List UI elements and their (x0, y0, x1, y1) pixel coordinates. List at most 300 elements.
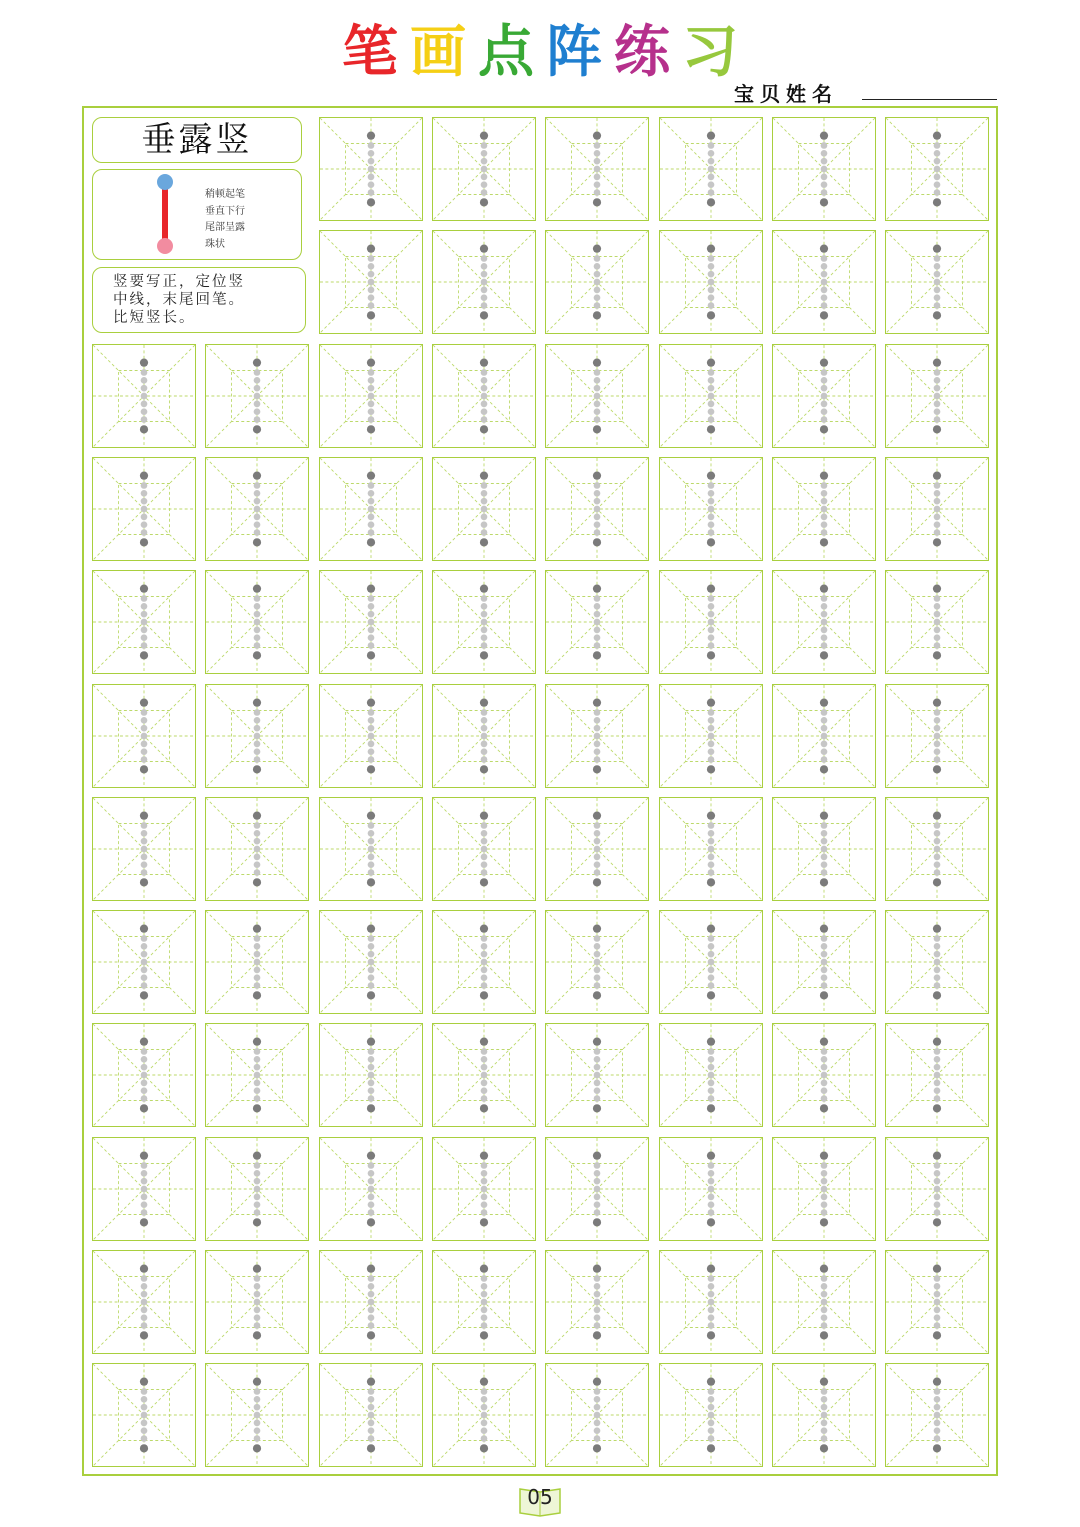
stroke-endpoint-dot (706, 811, 714, 819)
practice-cell[interactable] (205, 910, 309, 1014)
stroke-trace-dot (254, 869, 261, 876)
stroke-trace-dot (934, 255, 941, 262)
stroke-trace-dot (594, 384, 601, 391)
practice-cell[interactable] (885, 1023, 989, 1127)
stroke-trace-dot (141, 1178, 148, 1185)
mi-grid-guide (773, 1251, 875, 1353)
practice-cell[interactable] (92, 684, 196, 788)
stroke-trace-dot (707, 1388, 714, 1395)
stroke-endpoint-dot (366, 538, 374, 546)
stroke-trace-dot (481, 142, 488, 149)
practice-cell[interactable] (659, 117, 763, 221)
mi-grid-guide (660, 911, 762, 1013)
stroke-endpoint-dot (140, 1151, 148, 1159)
stroke-endpoint-dot (480, 585, 488, 593)
stroke-trace-dot (820, 271, 827, 278)
practice-cell[interactable] (205, 1137, 309, 1241)
stroke-endpoint-dot (253, 585, 261, 593)
stroke-demo-diagram (93, 170, 173, 261)
practice-cell[interactable] (319, 1250, 423, 1354)
stroke-trace-dot (481, 869, 488, 876)
stroke-trace-dot (707, 189, 714, 196)
practice-cell[interactable] (432, 457, 536, 561)
stroke-trace-dot (141, 822, 148, 829)
practice-cell[interactable] (319, 797, 423, 901)
practice-cell[interactable] (205, 1363, 309, 1467)
stroke-trace-dot (254, 830, 261, 837)
stroke-endpoint-dot (140, 765, 148, 773)
stroke-trace-dot (141, 1396, 148, 1403)
mi-grid-guide (93, 1364, 195, 1466)
stroke-endpoint-dot (593, 358, 601, 366)
tip-line: 竖要写正，定位竖 (113, 274, 245, 290)
practice-cell[interactable] (885, 117, 989, 221)
stroke-endpoint-dot (820, 1331, 828, 1339)
stroke-trace-dot (594, 303, 601, 310)
stroke-trace-dot (707, 166, 714, 173)
stroke-trace-dot (481, 595, 488, 602)
stroke-trace-dot (254, 603, 261, 610)
stroke-trace-dot (934, 377, 941, 384)
stroke-trace-dot (481, 959, 488, 966)
mi-grid-guide (320, 1364, 422, 1466)
practice-cell[interactable] (545, 344, 649, 448)
stroke-endpoint-dot (366, 811, 374, 819)
stroke-endpoint-dot (140, 1445, 148, 1453)
practice-cell[interactable] (772, 457, 876, 561)
stroke-trace-dot (481, 853, 488, 860)
practice-cell[interactable] (205, 570, 309, 674)
stroke-endpoint-dot (480, 765, 488, 773)
stroke-trace-dot (820, 1088, 827, 1095)
practice-cell[interactable] (885, 1137, 989, 1241)
stroke-endpoint-dot (593, 312, 601, 320)
practice-cell[interactable] (772, 1137, 876, 1241)
stroke-trace-dot (594, 377, 601, 384)
practice-cell[interactable] (432, 570, 536, 674)
practice-cell[interactable] (319, 457, 423, 561)
stroke-trace-dot (481, 1049, 488, 1056)
practice-cell[interactable] (545, 570, 649, 674)
stroke-endpoint-dot (593, 1445, 601, 1453)
stroke-trace-dot (594, 166, 601, 173)
stroke-trace-dot (254, 724, 261, 731)
stroke-trace-dot (367, 408, 374, 415)
practice-cell[interactable] (545, 1137, 649, 1241)
stroke-endpoint-dot (366, 358, 374, 366)
practice-cell[interactable] (772, 117, 876, 221)
stroke-endpoint-dot (820, 1105, 828, 1113)
stroke-endpoint-dot (366, 878, 374, 886)
practice-cell[interactable] (659, 230, 763, 334)
stroke-endpoint-dot (820, 765, 828, 773)
practice-cell[interactable] (772, 910, 876, 1014)
stroke-endpoint-dot (253, 991, 261, 999)
practice-cell[interactable] (659, 1363, 763, 1467)
stroke-trace-dot (934, 158, 941, 165)
stroke-trace-dot (707, 1049, 714, 1056)
stroke-trace-dot (934, 1275, 941, 1282)
practice-cell[interactable] (432, 230, 536, 334)
stroke-trace-dot (367, 1314, 374, 1321)
practice-cell[interactable] (319, 570, 423, 674)
practice-cell[interactable] (432, 1023, 536, 1127)
practice-cell[interactable] (545, 230, 649, 334)
stroke-endpoint-dot (480, 1105, 488, 1113)
practice-cell[interactable] (205, 457, 309, 561)
practice-cell[interactable] (319, 1023, 423, 1127)
mi-grid-guide (433, 798, 535, 900)
practice-cell[interactable] (885, 1250, 989, 1354)
stroke-trace-dot (254, 369, 261, 376)
practice-cell[interactable] (319, 1137, 423, 1241)
practice-cell[interactable] (772, 1250, 876, 1354)
stroke-trace-dot (820, 1420, 827, 1427)
stroke-trace-dot (707, 513, 714, 520)
practice-cell[interactable] (205, 684, 309, 788)
practice-cell[interactable] (659, 344, 763, 448)
practice-cell[interactable] (885, 230, 989, 334)
practice-cell[interactable] (319, 344, 423, 448)
stroke-trace-dot (481, 861, 488, 868)
practice-cell[interactable] (92, 1250, 196, 1354)
stroke-trace-dot (934, 369, 941, 376)
stroke-trace-dot (820, 158, 827, 165)
mi-grid-guide (546, 231, 648, 333)
practice-cell[interactable] (772, 230, 876, 334)
stroke-trace-dot (820, 181, 827, 188)
practice-cell[interactable] (659, 1023, 763, 1127)
stroke-trace-dot (820, 287, 827, 294)
stroke-trace-dot (820, 303, 827, 310)
stroke-endpoint-dot (253, 471, 261, 479)
stroke-trace-dot (820, 1201, 827, 1208)
stroke-trace-dot (254, 967, 261, 974)
tip-line: 比短竖长。 (113, 310, 196, 326)
practice-cell[interactable] (319, 230, 423, 334)
stroke-trace-dot (367, 740, 374, 747)
stroke-endpoint-dot (706, 698, 714, 706)
practice-cell[interactable] (92, 570, 196, 674)
practice-cell[interactable] (432, 910, 536, 1014)
stroke-trace-dot (254, 595, 261, 602)
stroke-trace-dot (820, 1314, 827, 1321)
practice-cell[interactable] (432, 684, 536, 788)
stroke-endpoint-dot (480, 1331, 488, 1339)
stroke-trace-dot (141, 1291, 148, 1298)
stroke-trace-dot (594, 974, 601, 981)
stroke-trace-dot (934, 1096, 941, 1103)
stroke-trace-dot (707, 1185, 714, 1192)
stroke-trace-dot (594, 822, 601, 829)
practice-cell[interactable] (92, 1363, 196, 1467)
practice-cell[interactable] (659, 797, 763, 901)
stroke-trace-dot (367, 1275, 374, 1282)
practice-cell[interactable] (319, 117, 423, 221)
practice-cell[interactable] (885, 910, 989, 1014)
mi-grid-guide (93, 571, 195, 673)
stroke-trace-dot (934, 1088, 941, 1095)
practice-cell[interactable] (205, 797, 309, 901)
stroke-step: 珠状 (205, 238, 225, 250)
stroke-trace-dot (367, 838, 374, 845)
title-char: 点 (478, 20, 534, 85)
name-input-line[interactable] (862, 99, 997, 100)
stroke-trace-dot (707, 1096, 714, 1103)
stroke-trace-dot (481, 498, 488, 505)
stroke-trace-dot (820, 959, 827, 966)
stroke-trace-dot (820, 1170, 827, 1177)
mi-grid-guide (93, 911, 195, 1013)
stroke-trace-dot (254, 392, 261, 399)
practice-cell[interactable] (885, 797, 989, 901)
stroke-trace-dot (254, 611, 261, 618)
stroke-trace-dot (594, 1056, 601, 1063)
stroke-trace-dot (594, 838, 601, 845)
stroke-trace-dot (820, 967, 827, 974)
stroke-trace-dot (367, 263, 374, 270)
practice-cell[interactable] (432, 1250, 536, 1354)
stroke-endpoint-dot (366, 1445, 374, 1453)
stroke-trace-dot (820, 740, 827, 747)
stroke-trace-dot (141, 1322, 148, 1329)
mi-grid-guide (660, 118, 762, 220)
practice-cell[interactable] (432, 1137, 536, 1241)
stroke-trace-dot (820, 1275, 827, 1282)
stroke-trace-dot (934, 521, 941, 528)
stroke-endpoint-dot (593, 651, 601, 659)
stroke-trace-dot (707, 627, 714, 634)
stroke-trace-dot (934, 490, 941, 497)
practice-cell[interactable] (205, 1250, 309, 1354)
practice-cell[interactable] (432, 344, 536, 448)
stroke-endpoint-dot (933, 765, 941, 773)
stroke-endpoint-dot (820, 1151, 828, 1159)
practice-cell[interactable] (545, 457, 649, 561)
stroke-endpoint-dot (933, 925, 941, 933)
stroke-name-box (92, 117, 302, 163)
practice-cell[interactable] (92, 344, 196, 448)
stroke-trace-dot (934, 822, 941, 829)
practice-cell[interactable] (545, 1023, 649, 1127)
practice-cell[interactable] (659, 684, 763, 788)
stroke-trace-dot (254, 1056, 261, 1063)
stroke-trace-dot (141, 1170, 148, 1177)
stroke-trace-dot (594, 263, 601, 270)
stroke-trace-dot (367, 974, 374, 981)
stroke-trace-dot (367, 982, 374, 989)
stroke-trace-dot (481, 1185, 488, 1192)
mi-grid-guide (773, 118, 875, 220)
mi-grid-guide (546, 345, 648, 447)
stroke-trace-dot (707, 1307, 714, 1314)
stroke-trace-dot (934, 943, 941, 950)
practice-cell[interactable] (772, 684, 876, 788)
stroke-trace-dot (367, 506, 374, 513)
practice-cell[interactable] (545, 1250, 649, 1354)
practice-cell[interactable] (885, 684, 989, 788)
practice-cell[interactable] (205, 1023, 309, 1127)
stroke-endpoint-dot (253, 1151, 261, 1159)
stroke-endpoint-dot (480, 651, 488, 659)
practice-cell[interactable] (659, 1250, 763, 1354)
stroke-trace-dot (367, 611, 374, 618)
stroke-endpoint-dot (593, 1151, 601, 1159)
mi-grid-guide (433, 571, 535, 673)
practice-cell[interactable] (92, 1137, 196, 1241)
stroke-trace-dot (367, 853, 374, 860)
practice-cell[interactable] (432, 1363, 536, 1467)
practice-cell[interactable] (885, 457, 989, 561)
stroke-endpoint-dot (820, 132, 828, 140)
stroke-trace-dot (820, 529, 827, 536)
stroke-trace-dot (820, 1080, 827, 1087)
stroke-endpoint-dot (480, 132, 488, 140)
stroke-trace-dot (820, 408, 827, 415)
mi-grid-guide (660, 231, 762, 333)
practice-cell[interactable] (545, 910, 649, 1014)
stroke-trace-dot (367, 1080, 374, 1087)
practice-cell[interactable] (92, 1023, 196, 1127)
stroke-trace-dot (141, 400, 148, 407)
mi-grid-guide (546, 1138, 648, 1240)
stroke-trace-dot (254, 416, 261, 423)
mi-grid-guide (546, 571, 648, 673)
practice-cell[interactable] (545, 117, 649, 221)
stroke-trace-dot (481, 287, 488, 294)
stroke-trace-dot (141, 482, 148, 489)
stroke-trace-dot (367, 529, 374, 536)
mi-grid-guide (886, 1024, 988, 1126)
practice-cell[interactable] (319, 1363, 423, 1467)
mi-grid-guide (433, 685, 535, 787)
stroke-trace-dot (934, 732, 941, 739)
stroke-trace-dot (934, 642, 941, 649)
stroke-trace-dot (934, 400, 941, 407)
stroke-endpoint-dot (706, 878, 714, 886)
stroke-trace-dot (820, 748, 827, 755)
stroke-endpoint-dot (820, 991, 828, 999)
practice-cell[interactable] (772, 1363, 876, 1467)
mi-grid-guide (433, 231, 535, 333)
stroke-endpoint-dot (820, 1445, 828, 1453)
stroke-trace-dot (594, 142, 601, 149)
stroke-trace-dot (367, 830, 374, 837)
stroke-trace-dot (820, 400, 827, 407)
stroke-trace-dot (594, 1404, 601, 1411)
practice-cell[interactable] (772, 1023, 876, 1127)
practice-cell[interactable] (319, 684, 423, 788)
title-char: 阵 (546, 20, 602, 85)
stroke-endpoint-dot (593, 925, 601, 933)
practice-cell[interactable] (545, 684, 649, 788)
stroke-trace-dot (934, 166, 941, 173)
stroke-endpoint-dot (366, 132, 374, 140)
practice-cell[interactable] (885, 1363, 989, 1467)
practice-cell[interactable] (92, 797, 196, 901)
stroke-trace-dot (934, 506, 941, 513)
practice-cell[interactable] (772, 797, 876, 901)
stroke-endpoint-dot (593, 1331, 601, 1339)
stroke-endpoint-dot (933, 471, 941, 479)
stroke-trace-dot (707, 756, 714, 763)
stroke-endpoint-dot (253, 1105, 261, 1113)
mi-grid-guide (320, 571, 422, 673)
practice-cell[interactable] (92, 457, 196, 561)
practice-cell[interactable] (432, 117, 536, 221)
practice-cell[interactable] (545, 797, 649, 901)
practice-cell[interactable] (545, 1363, 649, 1467)
stroke-trace-dot (141, 853, 148, 860)
stroke-trace-dot (934, 287, 941, 294)
mi-grid-guide (546, 1251, 648, 1353)
stroke-trace-dot (594, 935, 601, 942)
mi-grid-guide (93, 1024, 195, 1126)
mi-grid-guide (773, 1364, 875, 1466)
practice-cell[interactable] (432, 797, 536, 901)
practice-cell[interactable] (659, 457, 763, 561)
practice-cell[interactable] (659, 1137, 763, 1241)
stroke-trace-dot (934, 1388, 941, 1395)
stroke-trace-dot (707, 967, 714, 974)
stroke-name: 垂露竖 (141, 120, 253, 160)
stroke-trace-dot (594, 1193, 601, 1200)
stroke-trace-dot (934, 189, 941, 196)
stroke-trace-dot (481, 166, 488, 173)
stroke-endpoint-dot (933, 811, 941, 819)
mi-grid-guide (660, 685, 762, 787)
practice-cell[interactable] (659, 570, 763, 674)
stroke-trace-dot (594, 279, 601, 286)
practice-cell[interactable] (205, 344, 309, 448)
practice-cell[interactable] (772, 344, 876, 448)
practice-cell[interactable] (659, 910, 763, 1014)
stroke-trace-dot (481, 830, 488, 837)
stroke-trace-dot (707, 1428, 714, 1435)
stroke-endpoint-dot (253, 1445, 261, 1453)
stroke-trace-dot (254, 529, 261, 536)
stroke-trace-dot (367, 490, 374, 497)
stroke-trace-dot (820, 1185, 827, 1192)
practice-cell[interactable] (885, 344, 989, 448)
stroke-trace-dot (254, 748, 261, 755)
stroke-trace-dot (820, 166, 827, 173)
stroke-trace-dot (481, 303, 488, 310)
stroke-trace-dot (141, 1209, 148, 1216)
practice-cell[interactable] (885, 570, 989, 674)
practice-cell[interactable] (319, 910, 423, 1014)
page-title (0, 18, 1080, 88)
stroke-endpoint-dot (140, 1105, 148, 1113)
stroke-trace-dot (820, 1056, 827, 1063)
mi-grid-guide (773, 458, 875, 560)
stroke-endpoint-dot (480, 925, 488, 933)
stroke-trace-dot (481, 158, 488, 165)
stroke-endpoint-dot (366, 1378, 374, 1386)
practice-cell[interactable] (772, 570, 876, 674)
stroke-trace-dot (141, 1201, 148, 1208)
stroke-endpoint-dot (480, 698, 488, 706)
practice-cell[interactable] (92, 910, 196, 1014)
stroke-trace-dot (254, 513, 261, 520)
stroke-trace-dot (820, 513, 827, 520)
stroke-endpoint-dot (366, 1265, 374, 1273)
stroke-trace-dot (934, 1307, 941, 1314)
mi-grid-guide (660, 798, 762, 900)
stroke-trace-dot (594, 181, 601, 188)
stroke-trace-dot (707, 943, 714, 950)
stroke-trace-dot (934, 1056, 941, 1063)
